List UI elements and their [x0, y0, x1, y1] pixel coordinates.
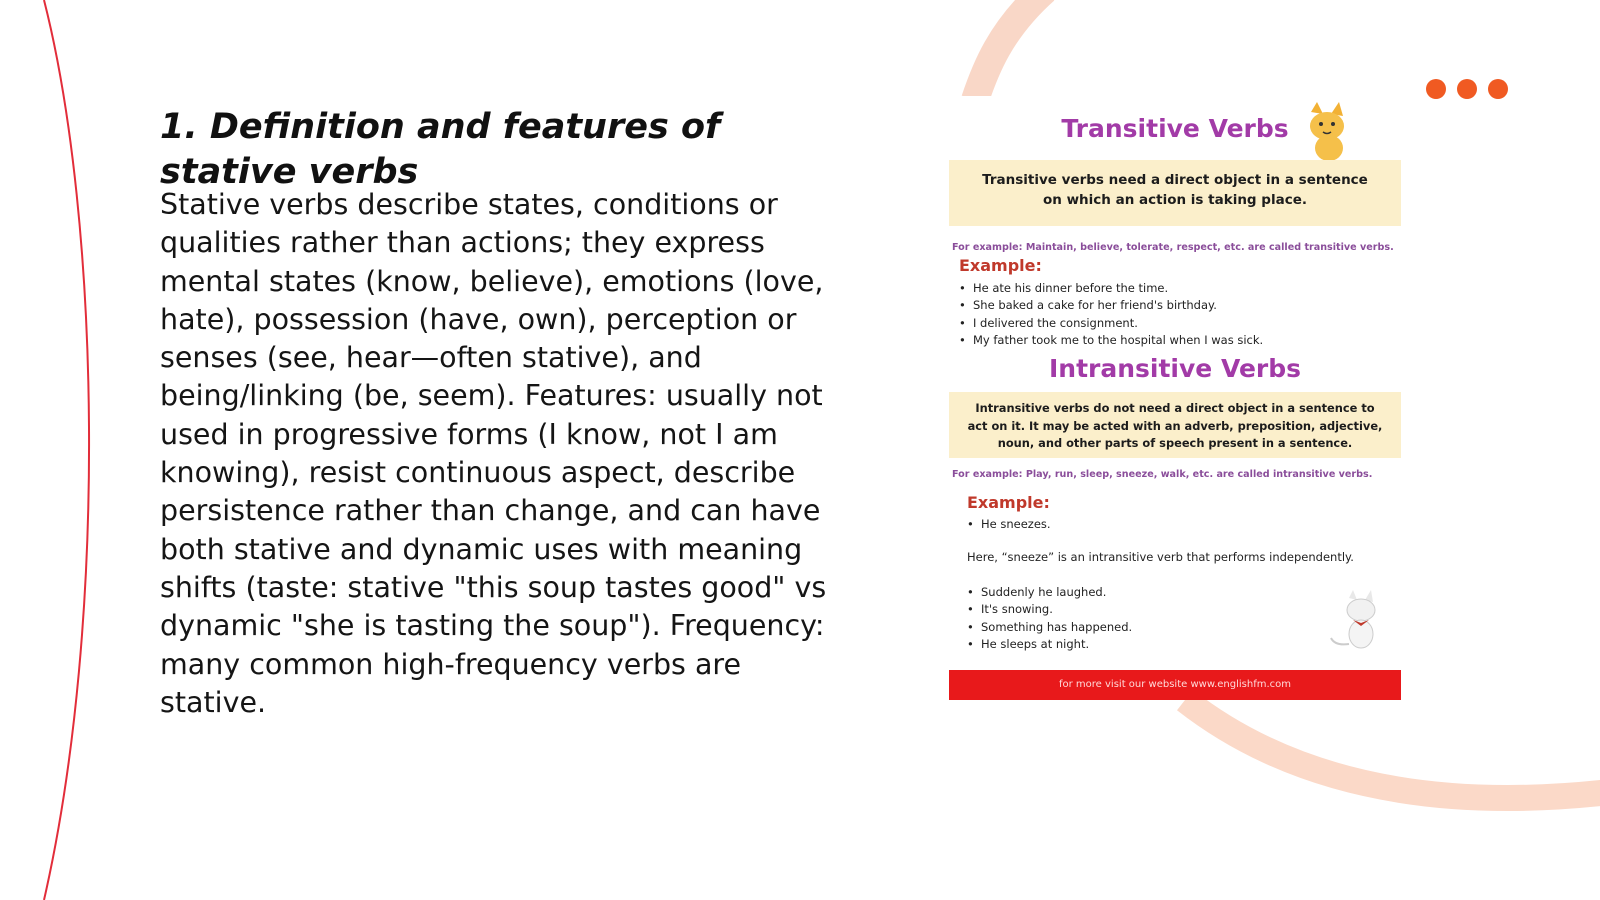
slide-title: 1. Definition and features of stative verbs	[160, 107, 721, 192]
list-item: • Something has happened.	[967, 619, 1132, 636]
transitive-note: For example: Maintain, believe, tolerate, respect, etc. are called transitive verbs.	[952, 242, 1394, 253]
intransitive-example-list-2	[967, 584, 1132, 653]
list-item: • I delivered the consignment.	[959, 315, 1263, 332]
list-item: • She baked a cake for her friend's birthday.	[959, 297, 1263, 314]
intransitive-definition: Intransitive verbs do not need a direct object in a sentence to act on it. It may be acted with an adverb, preposition, adjective, noun, and other parts of speech present in a sentence.	[949, 392, 1401, 458]
transitive-example-label: Example:	[959, 256, 1042, 275]
intransitive-example-list	[967, 516, 1051, 533]
dot-icon	[1488, 79, 1508, 99]
list-item: • It's snowing.	[967, 601, 1132, 618]
intransitive-example-label: Example:	[967, 493, 1050, 512]
verbs-infographic	[949, 96, 1401, 700]
white-cat-icon	[1327, 590, 1389, 650]
transitive-definition: Transitive verbs need a direct object in a sentence on which an action is taking place.	[949, 160, 1401, 226]
list-item: • He sneezes.	[967, 516, 1051, 533]
website-footer-bar: for more visit our website www.englishfm.com	[949, 670, 1401, 700]
list-item: • He ate his dinner before the time.	[959, 280, 1263, 297]
dot-icon	[1457, 79, 1477, 99]
list-item: • He sleeps at night.	[967, 636, 1132, 653]
bottom-swoosh-decoration	[1185, 700, 1600, 798]
slide-body-text: Stative verbs describe states, conditions or qualities rather than actions; they express mental states (know, believe), emotions (love, hate), possession (have, own), perception or senses (see, hear—often stative), and being/linking (be, seem). Features: usually not used in progressive forms (I know, not I am knowing), resist continuous aspect, describe persistence rather than change, and can have both stative and dynamic uses with meaning shifts (taste: stative "this soup tastes good" vs dynamic "she is tasting the soup"). Frequency: many common high-frequency verbs are stative.	[160, 188, 827, 719]
list-item: • My father took me to the hospital when I was sick.	[959, 332, 1263, 349]
list-item: • Suddenly he laughed.	[967, 584, 1132, 601]
intransitive-explanation: Here, “sneeze” is an intransitive verb that performs independently.	[967, 550, 1354, 564]
dots-decoration	[1426, 79, 1508, 99]
intransitive-heading: Intransitive Verbs	[1048, 354, 1301, 383]
top-arc-decoration	[975, 0, 1045, 100]
intransitive-note: For example: Play, run, sleep, sneeze, walk, etc. are called intransitive verbs.	[952, 469, 1373, 480]
dot-icon	[1426, 79, 1446, 99]
cat-icon	[1299, 102, 1355, 162]
left-curve-line	[44, 0, 89, 900]
transitive-heading: Transitive Verbs	[1061, 114, 1289, 143]
transitive-example-list	[959, 280, 1263, 349]
